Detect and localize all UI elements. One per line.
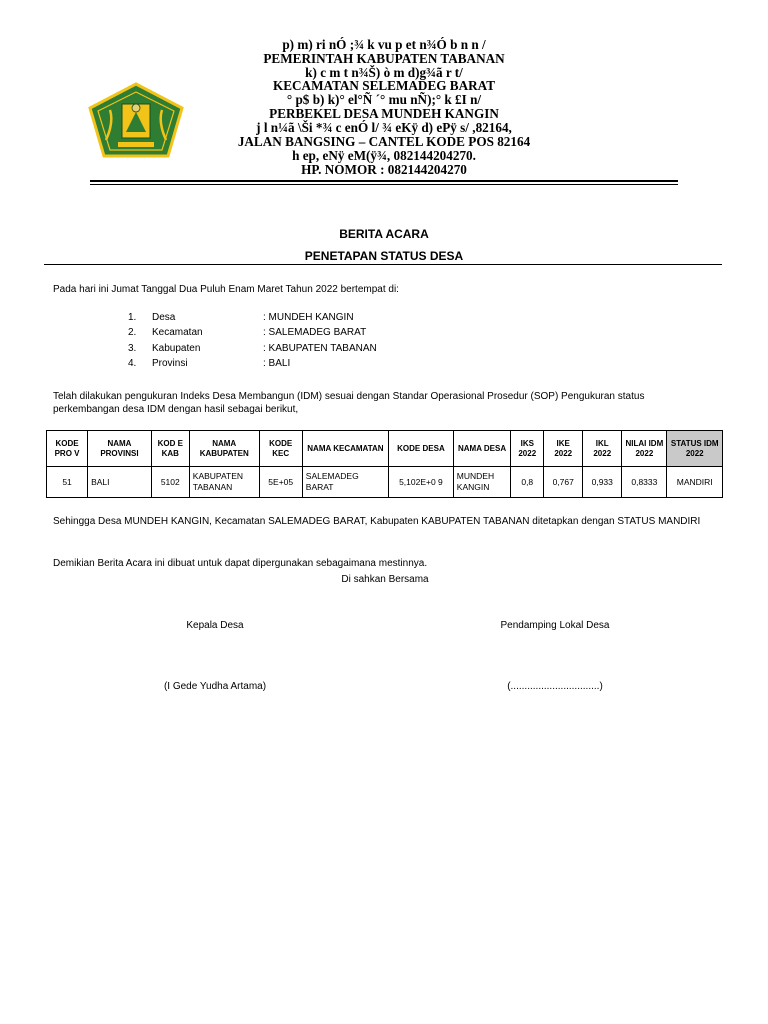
location-no: 4. [128,358,137,369]
table-cell-status: MANDIRI [667,467,723,498]
table-cell: 0,8 [511,467,544,498]
table-cell: MUNDEH KANGIN [453,467,511,498]
sign-right-title: Pendamping Lokal Desa [500,620,610,631]
letterhead-line: k) c m t n¾Š) ò m d)g¾ã r t/ [305,65,463,80]
location-value: : SALEMADEG BARAT [263,327,367,338]
table-cell: 0,767 [544,467,583,498]
doc-subtitle: PENETAPAN STATUS DESA [304,249,464,263]
table-row [47,467,723,498]
location-label: Provinsi [152,358,188,369]
table-header: NAMA KECAMATAN [302,431,388,467]
table-header: NAMA PROVINSI [88,431,152,467]
table-header: KOD E KAB [151,431,189,467]
closing-text: Demikian Berita Acara ini dibuat untuk dapat dipergunakan sebagaimana mestinnya. [53,558,428,569]
table-header: NILAI IDM 2022 [622,431,667,467]
letterhead-line: KECAMATAN SELEMADEG BARAT [272,78,495,93]
letterhead-line: JALAN BANGSING – CANTEL KODE POS 82164 [237,134,531,149]
title-divider [44,264,722,265]
table-header: IKS 2022 [511,431,544,467]
table-cell: 5102 [151,467,189,498]
sign-left-name: (I Gede Yudha Artama) [163,681,267,692]
sign-left-title: Kepala Desa [186,620,244,631]
location-value: : BALI [263,358,291,369]
measurement-text: Telah dilakukan pengukuran Indeks Desa Membangun (IDM) sesuai dengan Standar Operasional Prosedur (SOP) Pengukuran status perkembangan desa IDM dengan hasil sebagai berikut, [53,391,645,415]
table-header: NAMA DESA [453,431,511,467]
table-header: IKL 2022 [583,431,622,467]
letterhead-divider [90,180,678,182]
table-cell: 0,8333 [622,467,667,498]
witness-text: Di sahkan Bersama [341,574,429,585]
table-cell: KABUPATEN TABANAN [189,467,259,498]
location-label: Kabupaten [152,343,201,354]
location-label: Desa [152,312,176,323]
table-cell: 51 [47,467,88,498]
letterhead-line: PEMERINTAH KABUPATEN TABANAN [263,51,505,66]
table-header: KODE PRO V [47,431,88,467]
letterhead-line: p) m) ri nÓ ;¾ k vu p et n¾Ó b n n / [282,37,486,52]
letterhead-line: h ep, eNÿ eM(ÿ¾, 082144204270. [292,148,476,163]
intro-text: Pada hari ini Jumat Tanggal Dua Puluh Enam Maret Tahun 2022 bertempat di: [53,284,399,295]
letterhead-line: PERBEKEL DESA MUNDEH KANGIN [269,106,499,121]
location-value: : KABUPATEN TABANAN [263,343,377,354]
table-header-status: STATUS IDM 2022 [667,431,723,467]
idm-table [46,430,723,498]
table-header: KODE KEC [259,431,302,467]
location-value: : MUNDEH KANGIN [263,312,354,323]
emblem-icon [88,82,184,158]
table-header: KODE DESA [389,431,454,467]
table-header: NAMA KABUPATEN [189,431,259,467]
letterhead-line: HP. NOMOR : 082144204270 [301,162,467,177]
location-no: 2. [128,327,137,338]
letterhead-line: j l n¼ã \Ši *¾ c enÓ l/ ¾ eKÿ d) ePÿ s/ ,82164, [256,120,512,135]
sign-right-name: (................................) [507,681,603,692]
logo [88,82,184,158]
letterhead-line: ° p$ b) k)° el°Ñ ´° mu nÑ);° k £I n/ [286,92,482,107]
location-label: Kecamatan [152,327,203,338]
table-header: IKE 2022 [544,431,583,467]
location-no: 3. [128,343,137,354]
table-cell: 5E+05 [259,467,302,498]
table-cell: SALEMADEG BARAT [302,467,388,498]
table-cell: BALI [88,467,152,498]
table-header-row [47,431,723,467]
table-cell: 5,102E+0 9 [389,467,454,498]
conclusion-text: Sehingga Desa MUNDEH KANGIN, Kecamatan SALEMADEG BARAT, Kabupaten KABUPATEN TABANAN ditetapkan dengan STATUS MANDIRI [53,516,701,527]
table-cell: 0,933 [583,467,622,498]
doc-title: BERITA ACARA [339,227,429,241]
letterhead-divider-thin [90,184,678,185]
location-no: 1. [128,312,137,323]
